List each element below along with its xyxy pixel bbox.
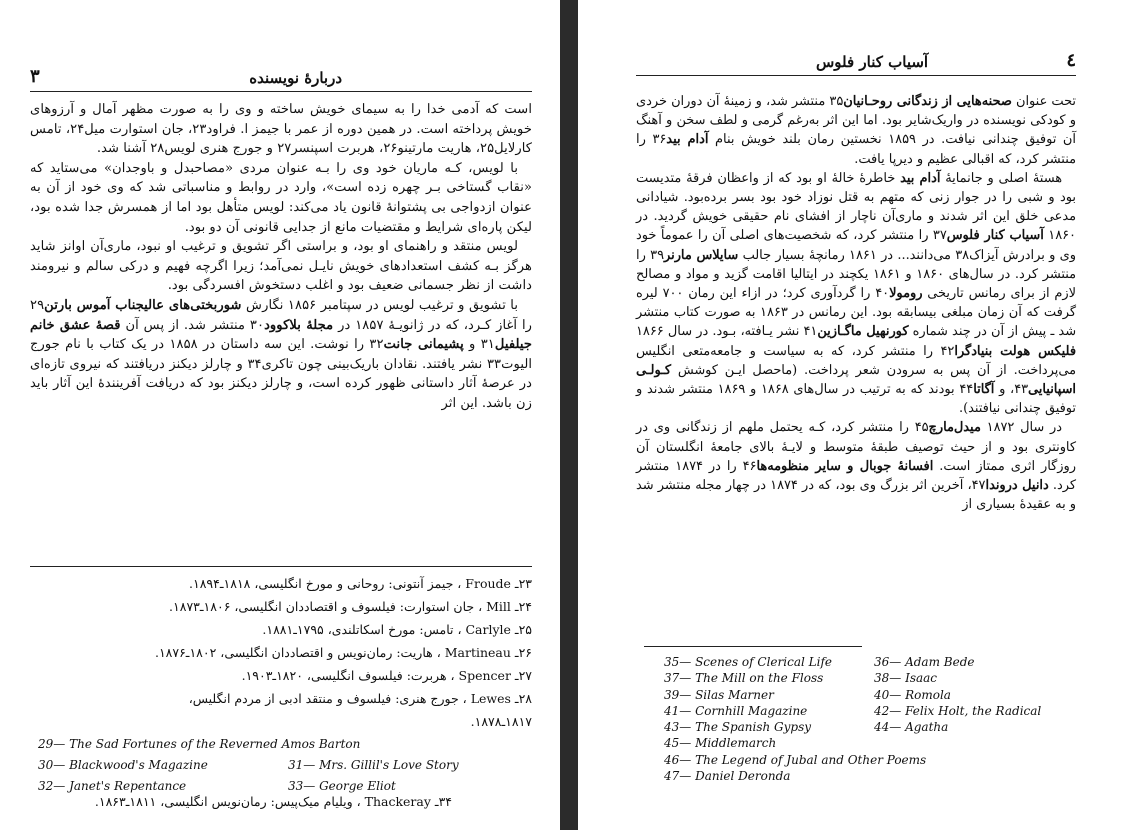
footnote-34-text: ۳۴ـ Thackeray ، ویلیام میک‌پیس: رمان‌نویس انگلیسی، ۱۸۱۱ـ۱۸۶۳. xyxy=(94,794,452,809)
right-header-title: آسیاب کنار فلوس xyxy=(816,53,929,71)
left-page xyxy=(0,0,560,830)
right-paragraph-2: هستهٔ اصلی و جانمایهٔ آدام بید خاطرهٔ خالهٔ او بود که از واعظان فرقهٔ متدیست بود و شبی را در جوار زنی که متهم به قتل نوزاد خود بود بسر برده‌بود. شیادانی مدعی خلق این اثر شدند و ماری‌آن ناچار از افشای نام حقیقی خویش گردید. در ۱۸۶۰ آسیاب کنار فلوس۳۷ را منتشر کرد، که شخصیت‌های اصلی آن را عموماً خود وی و برادرش آیزاک۳۸ می‌دانند... در ۱۸۶۱ رمانچهٔ بسیار جالب سایلاس مارنر۳۹ را منتشر کرد. در سال‌های ۱۸۶۰ و ۱۸۶۱ یکچند در ایتالیا اقامت گزید و مواد و مصالح لازم از برای رمانس تاریخی رومولا۴۰ را گردآوری کرد؛ در ازاء این رمان ۷۰۰ لیره گرفت که آن زمان مبلغی بیسابقه بود. این رمانس در ۱۸۶۳ به صورت کتاب منتشر شد ـ پیش از آن در چند شماره کورنهیل ماگـازین۴۱ نشر یـافته، بـود. در سال ۱۸۶۶ فلیکس هولت بنیادگرا۴۲ را منتشر کرد، که به سیاست و جامعه‌متعی انگلیس می‌پرداخت. از آن پس به سرودن شعر پرداخت. (ماحصل ایـن کوشش کـولـی اسپانیایی۴۳، و آگاتا۴۴ بودند که به ترتیب در سال‌های ۱۸۶۸ و ۱۸۶۹ منتشر شدند و توفیق چندانی نیافتند). xyxy=(636,170,1077,417)
footnote-28-dates: ۱۸۱۷ـ۱۸۷۸. xyxy=(470,714,532,729)
left-footnote-separator xyxy=(30,566,532,567)
left-paragraph-2: با لویس، کـه ماریان خود وی را بـه عنوان مردی «مصاحبدل و باوجدان» می‌ستاید که «نقاب گستاخی بـر چهره زده است»، وارد در روابط و مناسباتی شد که وی خود از آن به عنوان ازدواجی بی پشتوانهٔ قانون یاد می‌کند: لویس متأهل بود اما از همسرش جدا شده بود، لیکن پاره‌ای شرایط و مقتضیات مانع از جدایی قانونی آن دو بود. xyxy=(30,160,532,235)
footnote-27: ۲۷ـ Spencer ، هربرت: فیلسوف انگلیسی، ۱۸۲۰ـ۱۹۰۳. xyxy=(241,668,532,683)
footnote-en-row: 46— The Legend of Jubal and Other Poems xyxy=(664,752,927,767)
right-running-header xyxy=(636,50,1076,71)
footnote-en-row: 32— Janet's Repentance 33— George Eliot xyxy=(38,779,396,793)
right-paragraph-3: در سال ۱۸۷۲ میدل‌مارچ۴۵ را منتشر کرد، کـه یحتمل ملهم از زندگانی وی در کاونتری بود و از حیث توصیف طبقهٔ متوسط و لایـهٔ بالای جامعهٔ انگلستان آن روزگار اثری ممتاز است. افسانهٔ جوبال و سایر منظومه‌ها۴۶ را در ۱۸۷۴ منتشر کرد. دانیل دروندا۴۷، آخرین اثر بزرگ وی بود، که در ۱۸۷۴ در چهار مجله منتشر شد و به عقیدهٔ بسیاری از xyxy=(636,420,1076,513)
footnote-en-row: 30— Blackwood's Magazine 31— Mrs. Gillil's Love Story xyxy=(38,758,459,772)
right-footnotes-english xyxy=(664,654,1084,784)
left-footnotes-persian xyxy=(30,572,532,733)
left-page-number: ۳ xyxy=(30,66,40,87)
left-footnotes-english xyxy=(38,734,532,797)
right-footnote-separator xyxy=(644,646,862,647)
footnote-34 xyxy=(30,790,452,813)
footnote-en-row: 39— Silas Marner 40— Romola xyxy=(664,687,951,702)
right-page xyxy=(578,0,1134,830)
footnote-en-row: 35— Scenes of Clerical Life 36— Adam Bede xyxy=(664,655,975,669)
footnote-28: ۲۸ـ Lewes ، جورج هنری: فیلسوف و منتقد ادبی از مردم انگلیس، xyxy=(188,691,532,706)
right-body-text xyxy=(636,92,1076,514)
footnote-en-row: 43— The Spanish Gypsy 44— Agatha xyxy=(664,720,949,735)
left-paragraph-4: با تشویق و ترغیب لویس در سپتامبر ۱۸۵۶ نگارش شوربختی‌های عالیجناب آموس بارتن۲۹ را آغاز کـرد، که در ژانویـهٔ ۱۸۵۷ در مجلهٔ بلاکوود۳۰ منتشر شد. از پس آن قصهٔ عشق خانم جیلفیل۳۱ و پشیمانی جانت۳۲ را نوشت. این سه داستان در ۱۸۵۸ در یک کتاب با نام جورج الیوت۳۳ نشر یافتند. نقادان باریک‌بینی چون تاکری۳۴ و چارلز دیکنز دریافتند که نیروی تازه‌ای در عرصهٔ آثار داستانی ظهور کرده است، و چارلز دیکنز بود که دریافت آفرینندهٔ این آثار باید زن باشد. این اثر xyxy=(30,297,532,411)
footnote-en-row: 45— Middlemarch xyxy=(664,736,777,751)
footnote-en-row: 29— The Sad Fortunes of the Reverned Amos Barton xyxy=(38,737,361,751)
footnote-26: ۲۶ـ Martineau ، هاریت: رمان‌نویس و اقتصاددان انگلیسی، ۱۸۰۲ـ۱۸۷۶. xyxy=(154,645,532,660)
footnote-en-row: 47— Daniel Deronda xyxy=(664,769,791,784)
left-header-title: دربارهٔ نویسنده xyxy=(249,69,342,87)
footnote-23: ۲۳ـ Froude ، جیمز آنتونی: روحانی و مورخ انگلیسی، ۱۸۱۸ـ۱۸۹۴. xyxy=(189,576,532,591)
footnote-24: ۲۴ـ Mill ، جان استوارت: فیلسوف و اقتصاددان انگلیسی، ۱۸۰۶ـ۱۸۷۳. xyxy=(169,599,532,614)
left-body-text xyxy=(30,100,532,414)
right-page-number: ٤ xyxy=(1066,50,1076,71)
right-paragraph-1: تحت عنوان صحنه‌هایی از زندگانی روحـانیان۳۵ منتشر شد، و زمینهٔ آن دوران خردی و کودکی نویسنده در واریک‌شایر بود. اما این اثر به‌رغم گرمی و لطف سخن و آهنگ آن توفیق چندانی نیافت. در ۱۸۵۹ نخستین رمان بلند خویش بنام آدام بید۳۶ را منتشر کرد، که اقبالی عظیم و دیرپا یافت. xyxy=(636,94,1076,167)
footnote-en-row: 37— The Mill on the Floss 38— Isaac xyxy=(664,671,938,686)
footnote-25: ۲۵ـ Carlyle ، تامس: مورخ اسکاتلندی، ۱۷۹۵ـ۱۸۸۱. xyxy=(262,622,532,637)
left-running-header xyxy=(30,66,532,87)
left-paragraph-1: است که آدمی خدا را به سیمای خویش ساخته و وی را به صورت مظهر آمال و آرزوهای خویش پرداخته است. در همین دوره از عمر با جیمز ا. فراود۲۳، جان استوارت میل۲۴، تامس کارلایل۲۵، هاریت مارتینو۲۶، هربرت اسپنسر۲۷ و جورج هنری لویس۲۸ آشنا شد. xyxy=(30,102,532,157)
left-paragraph-3: لویس منتقد و راهنمای او بود، و براستی اگر تشویق و ترغیب او نبود، ماری‌آن اوانز شاید هرگز بـه کشف استعدادهای خویش نایـل نمی‌آمد؛ زیرا اگرچه فهیم و درکی سالم و نیرومند داشت از نظر جسمانی ضعیف بود و اغلب دستخوش افسردگی بود. xyxy=(30,239,532,294)
book-gutter xyxy=(560,0,578,830)
footnote-en-row: 41— Cornhill Magazine 42— Felix Holt, the Radical xyxy=(664,703,1042,718)
